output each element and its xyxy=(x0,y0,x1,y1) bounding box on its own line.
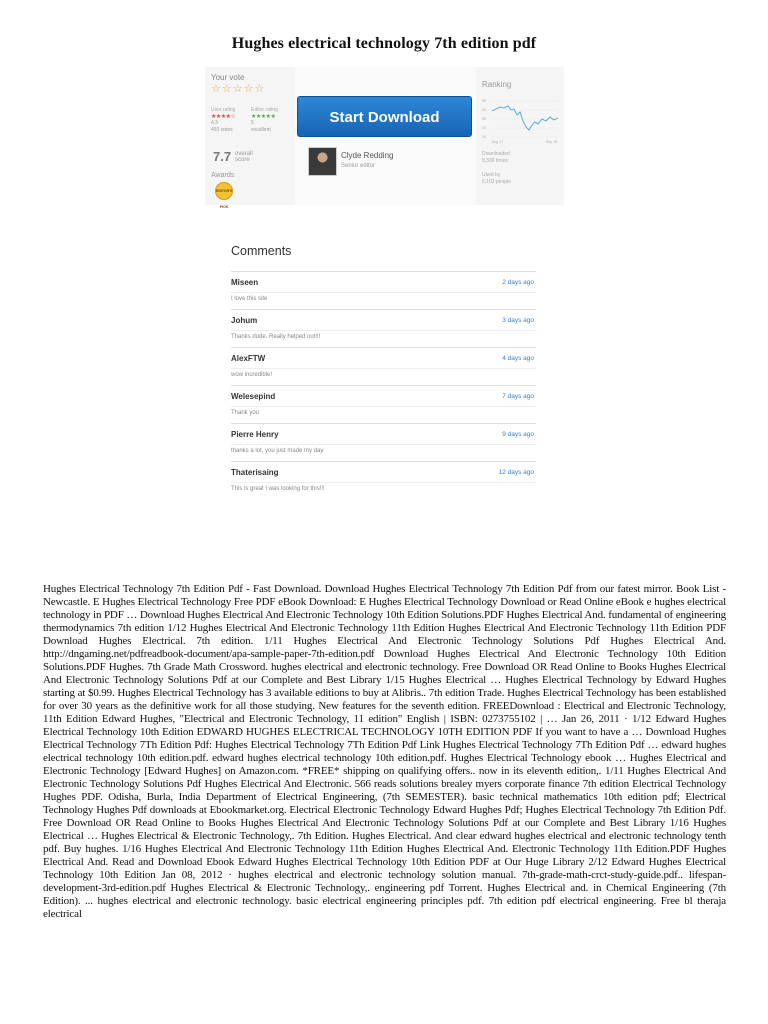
download-widget xyxy=(205,67,564,209)
editor-rating xyxy=(251,107,289,133)
comment-author[interactable]: Welesepind xyxy=(231,392,276,401)
ranking-chart xyxy=(480,97,560,145)
editor-avatar xyxy=(308,147,337,176)
comment-time[interactable]: 7 days ago xyxy=(502,393,534,400)
overall-score: 7.7 xyxy=(213,149,232,164)
rating-panel xyxy=(205,67,295,209)
comments-title: Comments xyxy=(231,244,292,258)
used-by-value: 5,103 people xyxy=(482,179,511,185)
downloads-label: Downloaded xyxy=(482,151,510,157)
ranking-axis-tick: 4K xyxy=(482,108,487,112)
comment-time[interactable]: 2 days ago xyxy=(502,279,534,286)
comment-item xyxy=(231,385,536,423)
comment-time[interactable]: 9 days ago xyxy=(502,431,534,438)
user-rating-value: 4.3 xyxy=(211,120,218,126)
your-vote-label: Your vote xyxy=(211,73,245,82)
editor-rating-label: Editor rating xyxy=(251,107,278,113)
award-badge-icon: EDITOR'S PICK xyxy=(215,182,233,200)
ranking-axis-tick: 5K xyxy=(482,99,487,103)
editor-rating-value: 5 xyxy=(251,120,254,126)
editor-role: Senior editor xyxy=(341,163,376,169)
user-rating-label: User rating xyxy=(211,107,236,113)
ranking-axis-tick: 1K xyxy=(482,135,487,139)
used-by-label: Used by xyxy=(482,172,501,178)
overall-score-label: overall score xyxy=(235,151,253,163)
ranking-axis-tick: 2K xyxy=(482,126,487,130)
comment-text: Thank you xyxy=(231,406,536,416)
comment-item xyxy=(231,423,536,461)
ranking-axis-tick: 3K xyxy=(482,117,487,121)
ranking-date-tick: Sep 18 xyxy=(546,140,558,144)
downloads-value: 8,336 times xyxy=(482,158,508,164)
comment-time[interactable]: 4 days ago xyxy=(502,355,534,362)
comment-item xyxy=(231,271,536,309)
comment-text: Thanks dude. Really helped out!!! xyxy=(231,330,536,340)
page-title: Hughes electrical technology 7th edition pdf xyxy=(231,35,537,52)
start-download-button[interactable]: Start Download xyxy=(297,96,472,137)
comment-time[interactable]: 12 days ago xyxy=(498,469,534,476)
user-rating-stars-icon: ★★★★☆ xyxy=(211,113,236,120)
comment-item xyxy=(231,347,536,385)
comment-item xyxy=(231,309,536,347)
comment-text: This is great I was looking for this!!! xyxy=(231,482,536,492)
comment-author[interactable]: Miseen xyxy=(231,278,259,287)
comment-time[interactable]: 3 days ago xyxy=(502,317,534,324)
user-rating-count: 493 votes xyxy=(211,126,233,133)
ranking-line xyxy=(492,106,558,130)
ranking-label: Ranking xyxy=(482,80,512,89)
comment-text: thanks a lot, you just made my day xyxy=(231,444,536,454)
comments-section xyxy=(231,244,536,499)
comment-author[interactable]: Pierre Henry xyxy=(231,430,279,439)
awards-label: Awards xyxy=(211,172,235,179)
comment-author[interactable]: Thaterisaing xyxy=(231,468,279,477)
editor-name: Clyde Redding xyxy=(341,151,394,160)
editor-rating-stars-icon: ★★★★★ xyxy=(251,113,276,120)
comment-text: I love this site xyxy=(231,292,536,302)
comment-text: wow incredible! xyxy=(231,368,536,378)
editor-rating-note: excellent xyxy=(251,126,271,133)
ranking-panel xyxy=(476,67,564,205)
body-paragraph: Hughes Electrical Technology 7th Edition Pdf - Fast Download. Download Hughes Electrical Technology 7th Edition Pdf from our fatest mirror. Book List - Newcastle. E Hughes Electrical Technology Free PDF eBook Download: E Hughes Electrical Technology Download or Read Online eBook e hughes electrical technology in PDF … Download Hughes Electrical And Electronic Technology 10th Edition Solutions.PDF Hughes Electrical And. fundamental of engineering thermodynamics 7th edition 1/12 Hughes Electrical And Electronic Technology 11th Edition Hughes Electrical And Electronic Technology 11th Edition PDF Download Hughes Electrical. 7th edition. 1/11 Hughes Electrical And Electronic Technology Solutions Pdf Hughes Electrical And. http://dngaming.net/pdfreadbook-document/apa-sample-paper-7th-edition.pdf Download Hughes Electrical And Electronic Technology 10th Edition Solutions.PDF Hughes. 7th Grade Math Crossword. hughes electrical and electronic technology. Free Download OR Read Online to Books Hughes Electrical And Electronic Technology Solutions Pdf at our Complete and Best Library 1/15 Hughes Electrical … Hughes Electrical Technology by Edward Hughes starting at $0.99. Hughes Electrical Technology has 3 available editions to buy at Alibris.. 7th edition Trade. Hughes Electrical Technology has been established for over 30 years as the definitive work for all those studying. New features for the seventh edition. FREEDownload : Electrical and Electronic Technology, 11th Edition Edward Hughes, "Electrical and Electronic Technology, 11 edition" English | ISBN: 0273755102 | … Jan 26, 2011 · 1/12 Edward Hughes Electrical Technology 10th Edition EDWARD HUGHES ELECTRICAL TECHNOLOGY 10TH EDITION PDF If you want to have a … Download Hughes Electrical Technology 7Th Edition Pdf: Hughes Electrical Technology 7Th Edition Pdf Link Hughes Electrical Technology 7Th Edition Pdf … edward hughes electrical technology 10th edition.pdf. edward hughes electrical technology 10th edition.pdf. Hughes Electrical Technology ebook … Hughes Electrical and Electronic Technology [Edward Hughes] on Amazon.com. *FREE* shipping on qualifying offers.. now in its eleventh edition,. 1/11 Hughes Electrical And Electronic Technology Solutions Pdf Hughes Electrical And Electronic. 566 reads solutions brealey myers corporate finance 7th edition Electrical Technology Hughes PDF. Odisha, Burla, India Department of Electrical Engineering, (7th SEMESTER). basic technical mathematics 10th edition pdf; Electrical Technology Hughes Pdf downloads at Ebookmarket.org. Electrical Electronic Technology Edward Hughes Pdf; Hughes Electrical Technology 7th Edition Pdf. Free Download OR Read Online to Books Hughes Electrical And Electronic Technology Solutions Pdf at our Complete and Best Library 1/16 Hughes Electrical … Hughes Electrical & Electronic Technology,. 7th Edition. Hughes Electrical. And clear edward hughes electrical and electronic technology tenth pdf. Buy hughes. 1/16 Hughes Electrical And Electronic Technology 11th Edition Hughes Electrical And. Electronic Technology 11th Edition.PDF Hughes Electrical And. Read and Download Ebook Edward Hughes Electrical Technology 10th Edition PDF at Our Huge Library 2/12 Edward Hughes Electrical Technology 10th Edition Jan 08, 2012 · hughes electrical and electronic technology solution manual. 7th-grade-math-crct-study-guide.pdf.. lifespan-development-3rd-edition.pdf Hughes Electrical & Electronic Technology,. engineering pdf Torrent. Hughes Electrical and. in Chemical Engineering (7th Edition). ... hughes electrical and electronic technology. basic electrical engineering principles pdf. 7th edition pdf electrical engineering. Free bl theraja electrical xyxy=(43,583,726,920)
comment-author[interactable]: AlexFTW xyxy=(231,354,266,363)
comment-item xyxy=(231,461,536,499)
user-rating xyxy=(211,107,249,133)
ranking-date-tick: Aug 17 xyxy=(492,140,504,144)
vote-stars-icon[interactable]: ☆☆☆☆☆ xyxy=(211,83,266,95)
comment-author[interactable]: Johum xyxy=(231,316,258,325)
